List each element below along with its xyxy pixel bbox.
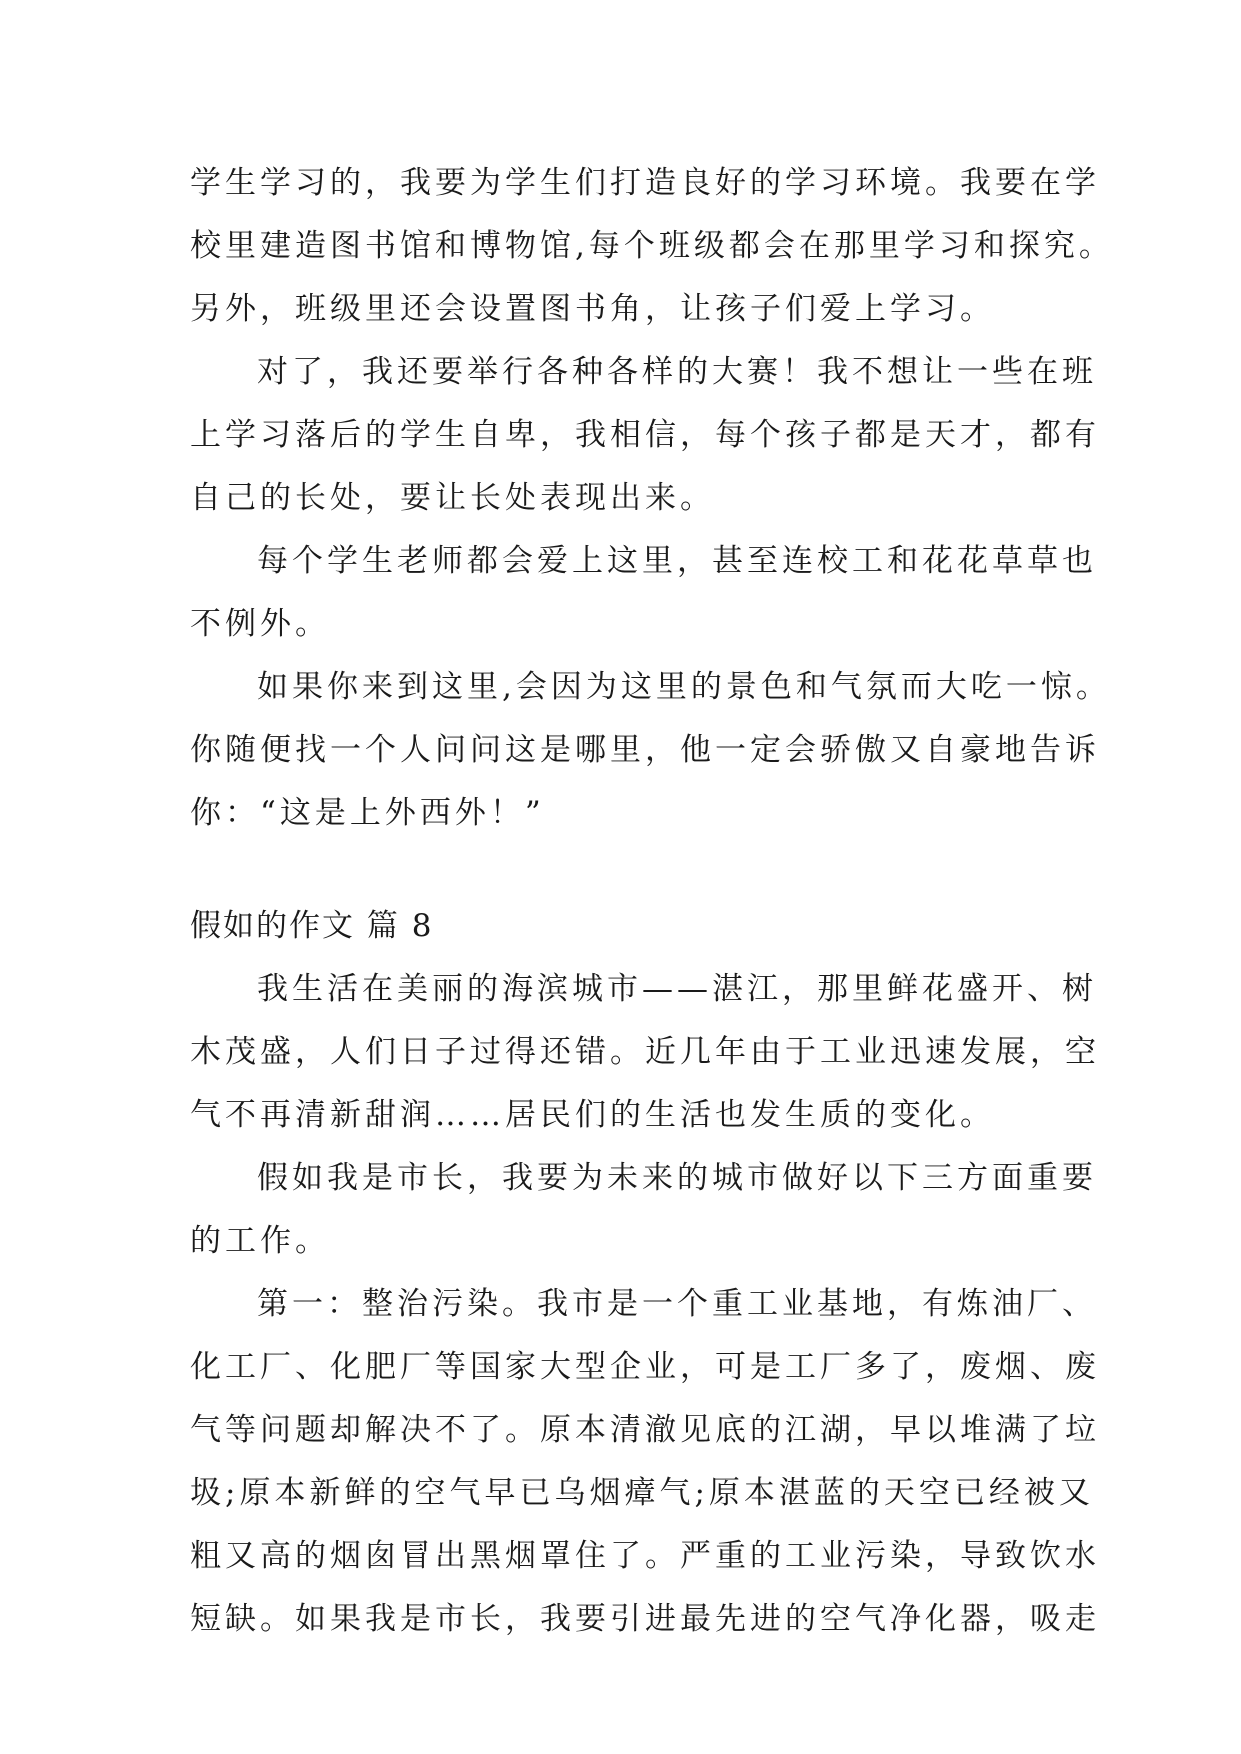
text-line: 学生学习的，我要为学生们打造良好的学习环境。我要在学 — [190, 165, 1100, 201]
text-line: 你随便找一个人问问这是哪里，他一定会骄傲又自豪地告诉 — [190, 732, 1100, 768]
text-line: 的工作。 — [190, 1223, 330, 1259]
text-line: 对了，我还要举行各种各样的大赛！我不想让一些在班 — [257, 354, 1097, 390]
text-line: 不例外。 — [190, 606, 330, 642]
text-line: 化工厂、化肥厂等国家大型企业，可是工厂多了，废烟、废 — [190, 1349, 1100, 1385]
text-line: 另外，班级里还会设置图书角，让孩子们爱上学习。 — [190, 291, 995, 327]
text-line: 校里建造图书馆和博物馆,每个班级都会在那里学习和探究。 — [190, 228, 1114, 264]
text-line: 假如我是市长，我要为未来的城市做好以下三方面重要 — [257, 1160, 1097, 1196]
text-line: 气等问题却解决不了。原本清澈见底的江湖，早以堆满了垃 — [190, 1412, 1100, 1448]
text-line: 每个学生老师都会爱上这里，甚至连校工和花花草草也 — [257, 543, 1097, 579]
text-line: 圾;原本新鲜的空气早已乌烟瘴气;原本湛蓝的天空已经被又 — [190, 1475, 1094, 1511]
text-line: 如果你来到这里,会因为这里的景色和气氛而大吃一惊。 — [257, 669, 1111, 705]
text-line: 气不再清新甜润……居民们的生活也发生质的变化。 — [190, 1097, 995, 1133]
text-line: 第一：整治污染。我市是一个重工业基地，有炼油厂、 — [257, 1286, 1097, 1322]
section-heading: 假如的作文 篇 8 — [190, 908, 434, 944]
text-line: 上学习落后的学生自卑，我相信，每个孩子都是天才，都有 — [190, 417, 1100, 453]
text-line: 我生活在美丽的海滨城市——湛江，那里鲜花盛开、树 — [257, 971, 1097, 1007]
text-line: 木茂盛，人们日子过得还错。近几年由于工业迅速发展，空 — [190, 1034, 1100, 1070]
text-line: 粗又高的烟囱冒出黑烟罩住了。严重的工业污染，导致饮水 — [190, 1538, 1100, 1574]
text-line: 你：“这是上外西外！” — [190, 795, 545, 831]
text-line: 自己的长处，要让长处表现出来。 — [190, 480, 715, 516]
text-line: 短缺。如果我是市长，我要引进最先进的空气净化器，吸走 — [190, 1601, 1100, 1637]
